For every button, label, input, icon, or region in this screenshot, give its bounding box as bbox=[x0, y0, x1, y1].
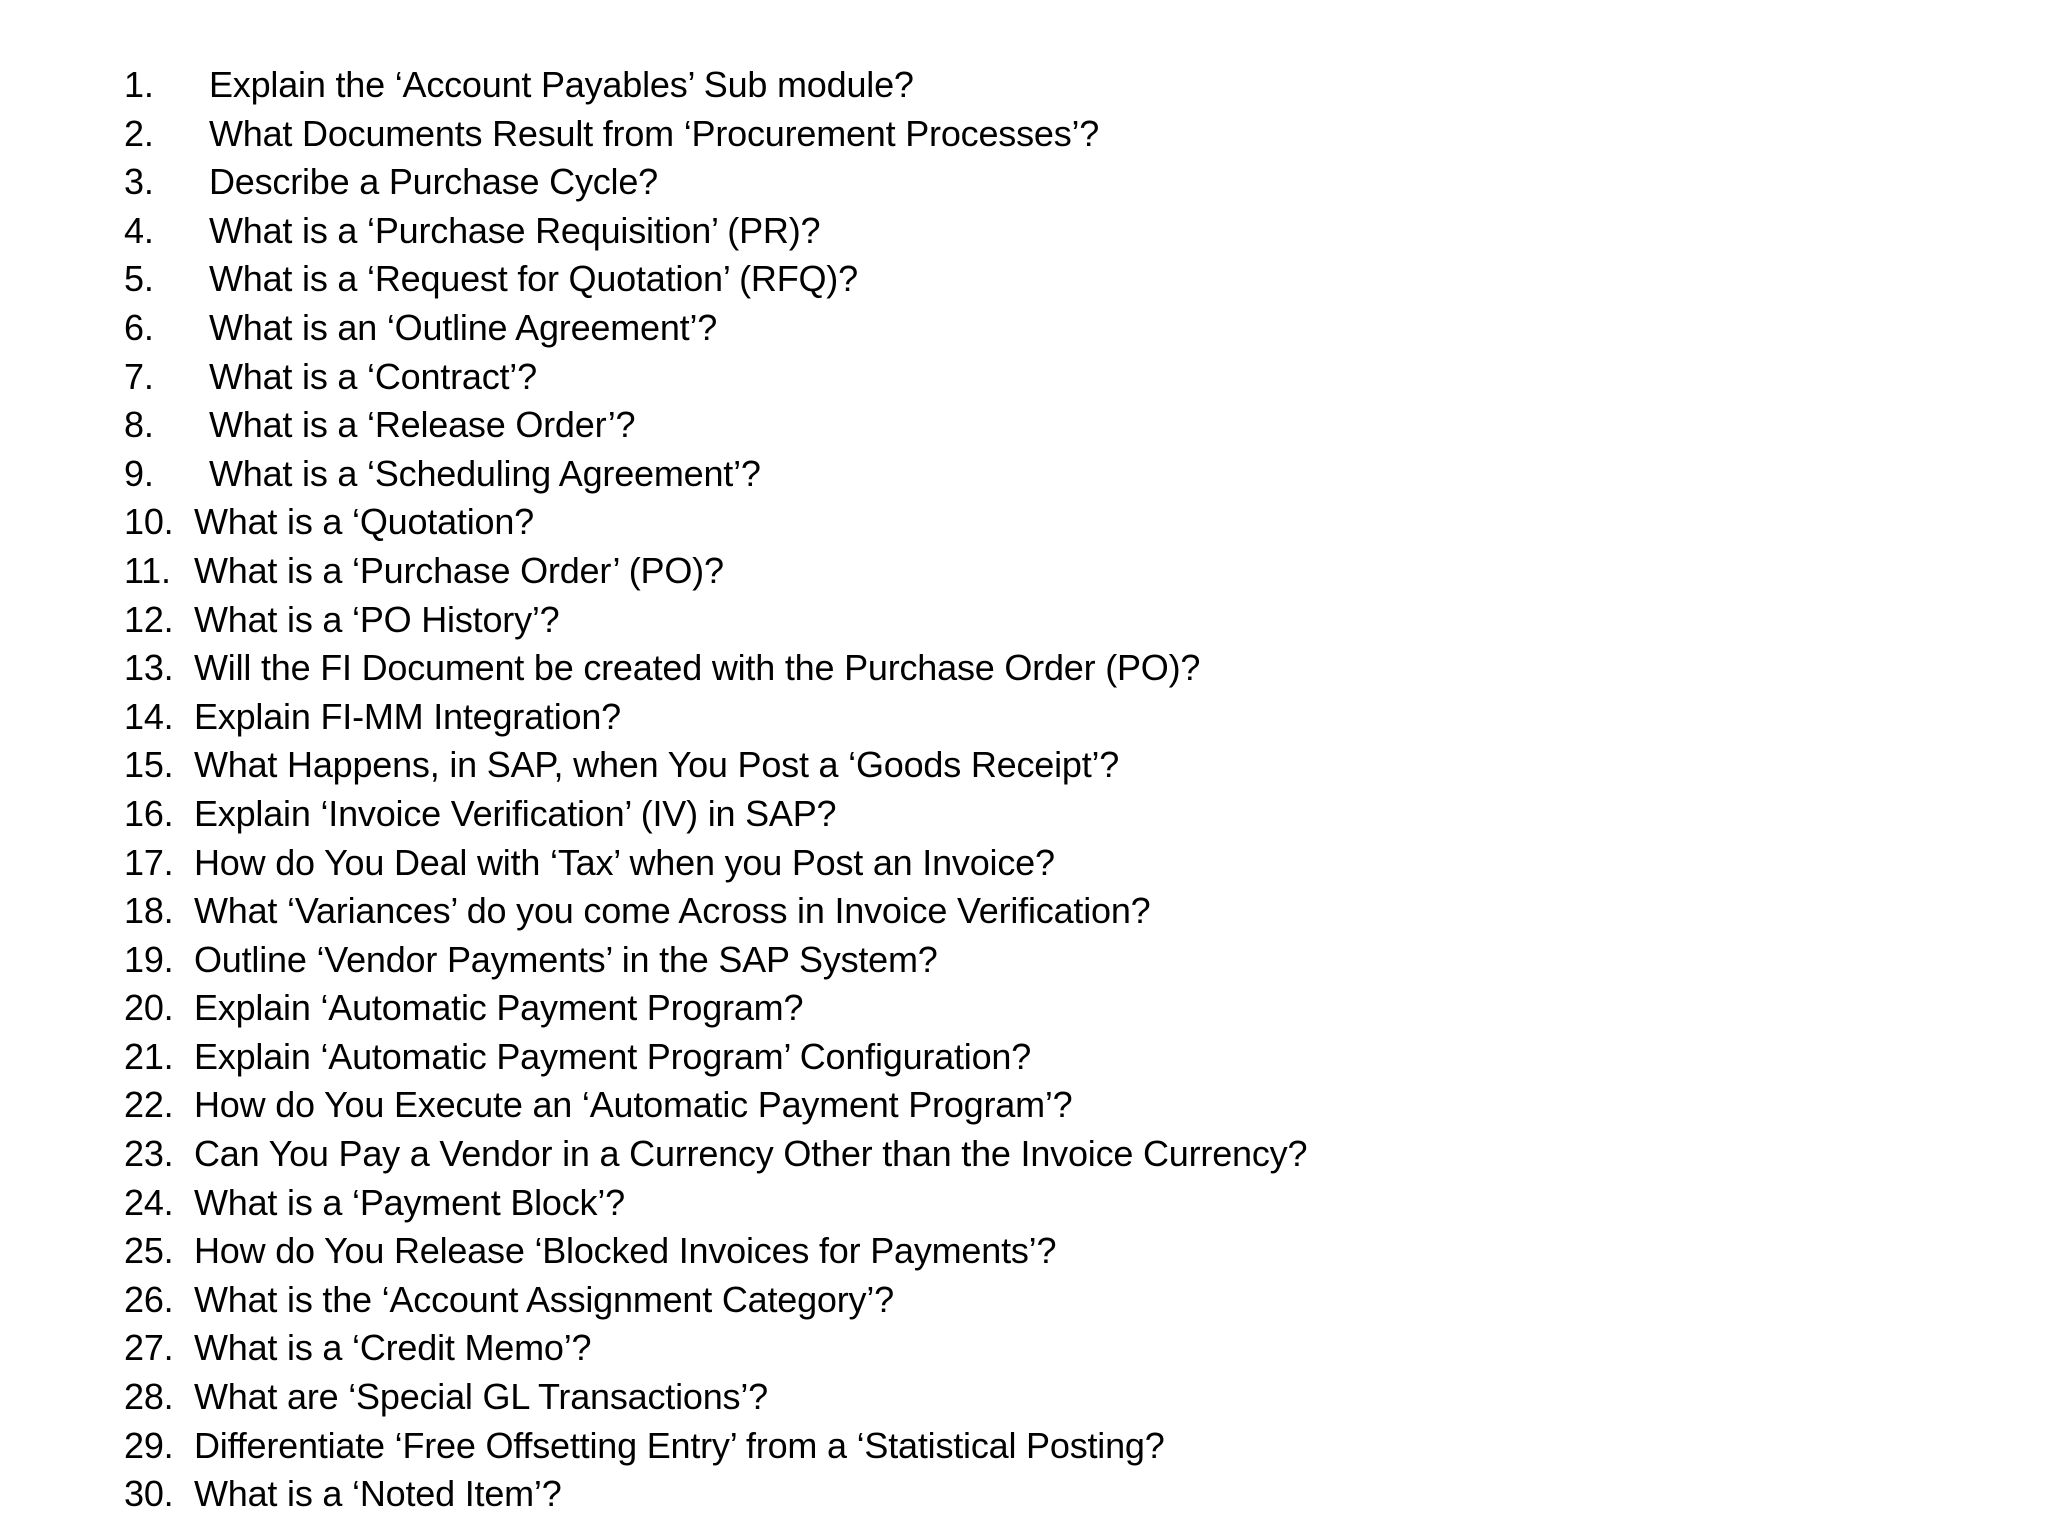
item-text: What Documents Result from ‘Procurement Processes’? bbox=[209, 112, 1100, 154]
list-item bbox=[124, 693, 1307, 742]
item-text: What is an ‘Outline Agreement’? bbox=[209, 306, 718, 348]
item-text: How do You Deal with ‘Tax’ when you Post an Invoice? bbox=[194, 841, 1055, 883]
item-text: What is a ‘Credit Memo’? bbox=[194, 1327, 592, 1369]
item-number: 13. bbox=[124, 647, 174, 689]
item-text: What is a ‘Scheduling Agreement’? bbox=[209, 452, 761, 494]
item-text: How do You Execute an ‘Automatic Payment Program’? bbox=[194, 1084, 1073, 1126]
item-number: 3. bbox=[124, 161, 154, 203]
list-item bbox=[124, 1227, 1307, 1276]
item-number: 16. bbox=[124, 792, 174, 834]
item-text: What are ‘Special GL Transactions’? bbox=[194, 1376, 768, 1418]
item-number: 20. bbox=[124, 987, 174, 1029]
item-number: 7. bbox=[124, 355, 154, 397]
list-item bbox=[124, 1081, 1307, 1130]
item-number: 4. bbox=[124, 209, 154, 251]
item-number: 6. bbox=[124, 306, 154, 348]
item-text: Explain FI-MM Integration? bbox=[194, 695, 621, 737]
list-item bbox=[124, 1470, 1307, 1519]
list-item bbox=[124, 61, 1307, 110]
item-text: What is a ‘Request for Quotation’ (RFQ)? bbox=[209, 258, 858, 300]
list-item bbox=[124, 401, 1307, 450]
item-text: Explain ‘Automatic Payment Program’ Configuration? bbox=[194, 1035, 1032, 1077]
list-item bbox=[124, 1324, 1307, 1373]
item-text: What is a ‘Quotation? bbox=[194, 501, 534, 543]
item-number: 26. bbox=[124, 1278, 174, 1320]
list-item bbox=[124, 790, 1307, 839]
list-item bbox=[124, 1179, 1307, 1228]
list-item bbox=[124, 644, 1307, 693]
item-number: 21. bbox=[124, 1035, 174, 1077]
item-text: What is a ‘PO History’? bbox=[194, 598, 560, 640]
item-number: 1. bbox=[124, 64, 154, 105]
list-item bbox=[124, 839, 1307, 888]
list-item bbox=[124, 498, 1307, 547]
item-number: 9. bbox=[124, 452, 154, 494]
list-item bbox=[124, 207, 1307, 256]
list-item bbox=[124, 1130, 1307, 1179]
item-text: Explain ‘Invoice Verification’ (IV) in SAP? bbox=[194, 792, 837, 834]
item-text: How do You Release ‘Blocked Invoices for Payments’? bbox=[194, 1230, 1057, 1272]
list-item bbox=[124, 547, 1307, 596]
item-number: 19. bbox=[124, 938, 174, 980]
item-text: What Happens, in SAP, when You Post a ‘Goods Receipt’? bbox=[194, 744, 1120, 786]
item-text: What is a ‘Release Order’? bbox=[209, 404, 636, 446]
list-item bbox=[124, 304, 1307, 353]
item-text: Outline ‘Vendor Payments’ in the SAP System? bbox=[194, 938, 938, 980]
list-item bbox=[124, 1033, 1307, 1082]
list-item bbox=[124, 158, 1307, 207]
item-text: What is a ‘Contract’? bbox=[209, 355, 537, 397]
item-number: 30. bbox=[124, 1473, 174, 1515]
list-item bbox=[124, 936, 1307, 985]
item-number: 12. bbox=[124, 598, 174, 640]
list-item bbox=[124, 110, 1307, 159]
list-item bbox=[124, 255, 1307, 304]
list-item bbox=[124, 887, 1307, 936]
item-text: Explain the ‘Account Payables’ Sub module? bbox=[209, 64, 914, 105]
list-item bbox=[124, 596, 1307, 645]
item-number: 25. bbox=[124, 1230, 174, 1272]
item-text: Differentiate ‘Free Offsetting Entry’ from a ‘Statistical Posting? bbox=[194, 1424, 1165, 1466]
item-number: 17. bbox=[124, 841, 174, 883]
item-text: What is a ‘Purchase Order’ (PO)? bbox=[194, 549, 724, 591]
list-item bbox=[124, 353, 1307, 402]
list-item bbox=[124, 741, 1307, 790]
item-number: 23. bbox=[124, 1133, 174, 1175]
item-number: 24. bbox=[124, 1181, 174, 1223]
item-number: 11. bbox=[124, 549, 171, 591]
item-number: 22. bbox=[124, 1084, 174, 1126]
item-text: What ‘Variances’ do you come Across in Invoice Verification? bbox=[194, 890, 1151, 932]
list-item bbox=[124, 1373, 1307, 1422]
list-item bbox=[124, 1276, 1307, 1325]
item-number: 2. bbox=[124, 112, 154, 154]
item-number: 27. bbox=[124, 1327, 174, 1369]
item-number: 29. bbox=[124, 1424, 174, 1466]
item-number: 5. bbox=[124, 258, 154, 300]
item-text: What is a ‘Noted Item’? bbox=[194, 1473, 562, 1515]
item-number: 28. bbox=[124, 1376, 174, 1418]
item-number: 18. bbox=[124, 890, 174, 932]
item-text: What is a ‘Purchase Requisition’ (PR)? bbox=[209, 209, 821, 251]
item-text: Will the FI Document be created with the Purchase Order (PO)? bbox=[194, 647, 1201, 689]
item-text: What is a ‘Payment Block’? bbox=[194, 1181, 625, 1223]
item-text: Explain ‘Automatic Payment Program? bbox=[194, 987, 804, 1029]
item-number: 15. bbox=[124, 744, 174, 786]
question-list bbox=[124, 61, 1307, 1519]
item-number: 10. bbox=[124, 501, 174, 543]
item-text: Describe a Purchase Cycle? bbox=[209, 161, 659, 203]
item-text: Can You Pay a Vendor in a Currency Other than the Invoice Currency? bbox=[194, 1133, 1308, 1175]
list-item bbox=[124, 984, 1307, 1033]
item-text: What is the ‘Account Assignment Category’? bbox=[194, 1278, 894, 1320]
list-item bbox=[124, 1422, 1307, 1471]
item-number: 8. bbox=[124, 404, 154, 446]
item-number: 14. bbox=[124, 695, 174, 737]
list-item bbox=[124, 450, 1307, 499]
